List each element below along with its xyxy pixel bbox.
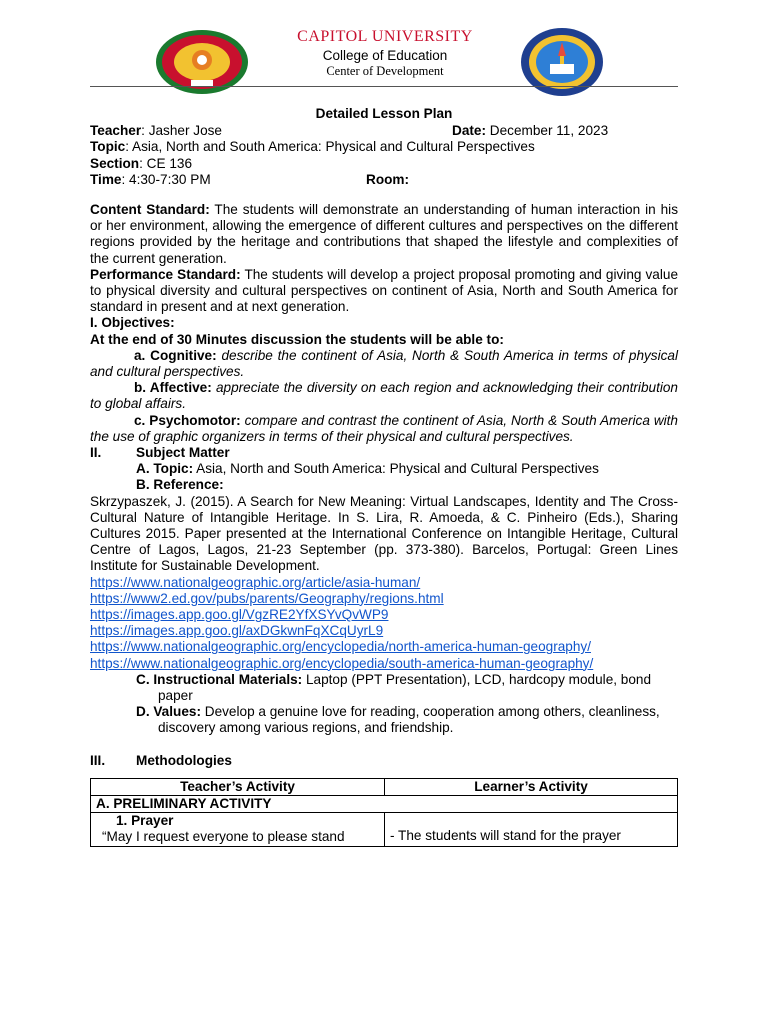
- objective-cognitive: [90, 348, 678, 380]
- header-divider: [90, 86, 678, 87]
- methodologies-title: Methodologies: [136, 752, 232, 768]
- university-name: CAPITOL UNIVERSITY: [297, 28, 473, 45]
- time-label: Time: [90, 171, 122, 187]
- values-text: Develop a genuine love for reading, cooperation among others, cleanliness, discovery among various regions, and friendship.: [158, 704, 660, 736]
- reference-link-4[interactable]: https://images.app.goo.gl/axDGkwnFqXCqUyrL9: [90, 623, 384, 639]
- objective-psychomotor: [90, 413, 678, 445]
- center-name: Center of Development: [326, 64, 444, 78]
- section-label: Section: [90, 155, 140, 171]
- preliminary-activity: A. PRELIMINARY ACTIVITY: [91, 796, 678, 813]
- date-label: Date:: [452, 123, 486, 139]
- college-name: College of Education: [322, 48, 448, 63]
- table-row: [91, 796, 678, 813]
- lesson-plan: [90, 106, 678, 847]
- objectives-intro: At the end of 30 Minutes discussion the students will be able to:: [90, 331, 504, 347]
- section-row: [90, 156, 678, 172]
- prayer-item: 1. Prayer: [116, 813, 174, 829]
- content-standard: [90, 202, 678, 267]
- subject-matter-number: II.: [90, 445, 102, 460]
- subject-reference-label: B. Reference:: [136, 477, 224, 493]
- performance-standard: [90, 267, 678, 316]
- section-value: : CE 136: [139, 155, 193, 171]
- teacher-date-row: [90, 123, 678, 139]
- subject-topic: [90, 461, 678, 477]
- teacher-activity-text: “May I request everyone to please stand: [102, 829, 345, 845]
- performance-standard-text: The students will develop a project proposal promoting and giving value to physical diversity and cultural perspectives on continent of Asia, North and South America for standard in present and at next generation.: [90, 266, 679, 315]
- objective-affective: [90, 380, 678, 412]
- methodologies-heading: [90, 753, 678, 769]
- reference-link-2[interactable]: https://www2.ed.gov/pubs/parents/Geography/regions.html: [90, 590, 444, 606]
- table-row: [91, 813, 678, 846]
- activity-table: [90, 778, 678, 847]
- learner-activity-header: Learner’s Activity: [385, 778, 678, 795]
- topic-label: Topic: [90, 139, 126, 155]
- teacher-activity-header: Teacher’s Activity: [91, 778, 385, 795]
- college-of-education-seal-icon: [519, 26, 605, 98]
- subject-topic-text: Asia, North and South America: Physical and Cultural Perspectives: [193, 461, 599, 477]
- content-standard-label: Content Standard:: [90, 201, 210, 217]
- reference-link-3[interactable]: https://images.app.goo.gl/VgzRE2YfXSYvQvWP9: [90, 607, 389, 623]
- letterhead: [0, 22, 768, 84]
- learner-activity-text: - The students will stand for the prayer: [390, 828, 621, 844]
- values-label: D. Values:: [136, 704, 201, 720]
- table-header-row: [91, 778, 678, 795]
- objectives-heading: I. Objectives:: [90, 315, 175, 331]
- room-label: Room:: [366, 171, 410, 187]
- teacher-label: Teacher: [90, 123, 142, 139]
- topic-value: : Asia, North and South America: Physical and Cultural Perspectives: [125, 139, 535, 155]
- objective-affective-text: appreciate the diversity on each region and acknowledging their contribution to global affairs.: [90, 380, 678, 412]
- subject-matter-heading: [90, 445, 678, 461]
- values: [90, 704, 678, 736]
- reference-citation: Skrzypaszek, J. (2015). A Search for New Meaning: Virtual Landscapes, Identity and The Cross-Cultural Nature of Intangible Heritage. In S. Lira, R. Amoeda, & C. Pinheiro (Eds.), Sharing Cultures 2015. Paper presented at the International Conference on Intangible Heritage, Cultural Centre of Lagos, Lagos, 21-23 September (pp. 373-380). Barcelos, Portugal: Green Lines Institute for Sustainable Development.: [90, 493, 678, 574]
- instructional-materials-text: Laptop (PPT Presentation), LCD, hardcopy module, bond paper: [158, 671, 652, 704]
- time-room-row: [90, 172, 678, 188]
- content-standard-text: The students will demonstrate an understanding of human interaction in his or her environment, allowing the emergence of different cultures and perspectives on the different regions provided by the heritage and contributions that shaped the lifestyle and complexities of the current generation.: [90, 201, 678, 266]
- subject-topic-label: A. Topic:: [136, 461, 194, 477]
- topic-row: [90, 139, 678, 155]
- reference-link-6[interactable]: https://www.nationalgeographic.org/encyclopedia/south-america-human-geography/: [90, 655, 594, 671]
- time-value: : 4:30-7:30 PM: [121, 171, 211, 187]
- subject-matter-title: Subject Matter: [136, 445, 230, 460]
- objective-affective-label: b. Affective:: [134, 380, 212, 396]
- reference-link-1[interactable]: https://www.nationalgeographic.org/article/asia-human/: [90, 574, 421, 590]
- methodologies-number: III.: [90, 752, 106, 768]
- objective-psychomotor-text: compare and contrast the continent of Asia, North & South America with the use of graphic organizers in terms of their physical and cultural perspectives.: [90, 412, 678, 444]
- date-value: December 11, 2023: [486, 123, 609, 139]
- objective-cognitive-label: a. Cognitive:: [134, 347, 217, 363]
- document-title: Detailed Lesson Plan: [315, 106, 453, 121]
- reference-link-5[interactable]: https://www.nationalgeographic.org/encyclopedia/north-america-human-geography/: [90, 639, 591, 655]
- instructional-materials-label: C. Instructional Materials:: [136, 671, 303, 687]
- teacher-activity-cell: [91, 813, 385, 846]
- learner-activity-cell: [385, 813, 678, 846]
- performance-standard-label: Performance Standard:: [90, 266, 241, 282]
- teacher-value: : Jasher Jose: [141, 123, 222, 139]
- instructional-materials: [90, 672, 678, 704]
- objective-cognitive-text: describe the continent of Asia, North & South America in terms of physical and cultural perspectives.: [90, 347, 679, 379]
- objective-psychomotor-label: c. Psychomotor:: [134, 412, 241, 428]
